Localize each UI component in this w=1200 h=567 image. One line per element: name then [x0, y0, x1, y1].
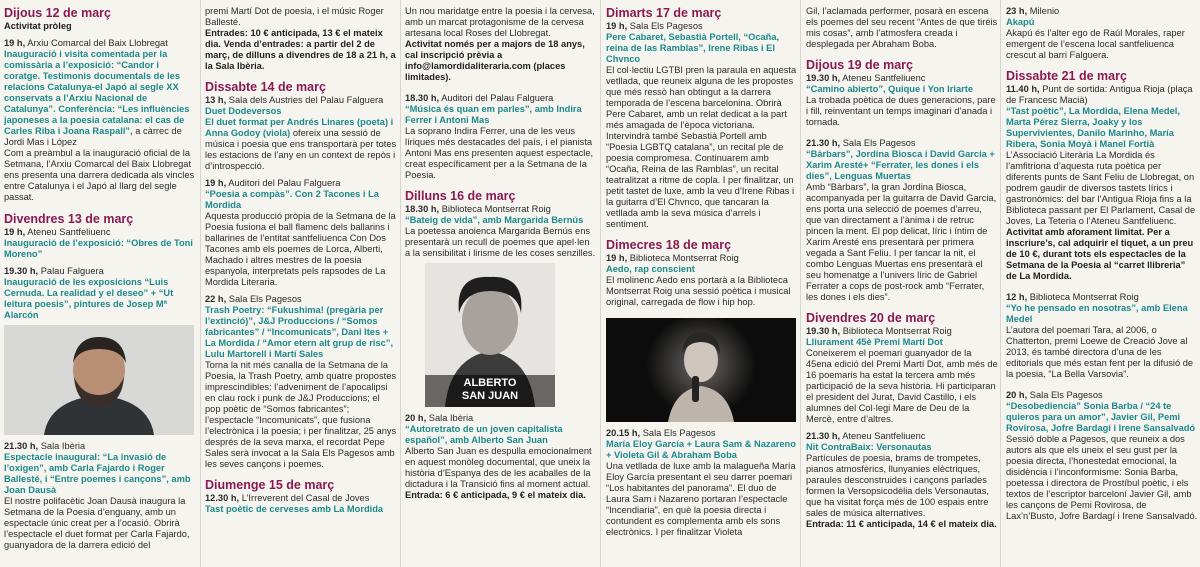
event-entry	[806, 73, 998, 128]
event-title: Inauguració de les exposicions “Luis Cernuda. La realidad y el deseo” + “Ut leitura poesis”, pintures de Josep Mª Alarcón	[4, 277, 174, 320]
event-venue: Biblioteca Montserrat Roig	[627, 253, 739, 263]
event-entry	[4, 441, 196, 551]
event-title: “Autoretrato de un joven capitalista español”, amb Alberto San Juan	[405, 424, 563, 445]
event-entry	[405, 413, 597, 501]
event-time: 11.40 h,	[1006, 84, 1040, 94]
event-entry	[205, 493, 397, 515]
event-time: 19.30 h,	[806, 326, 841, 336]
event-entry	[806, 326, 998, 425]
event-title: Duet Dodeversos	[205, 106, 282, 116]
event-venue: Ateneu Santfeliuenc	[25, 227, 111, 237]
column-divider	[200, 0, 201, 567]
event-description: La poetessa anoienca Margarida Bernús ens presentarà un recull de poemes que apel·len a la sensibilitat i lirisme de les coses senzilles.	[405, 226, 596, 258]
event-entry	[405, 93, 597, 181]
event-venue: Sala Ibèria	[426, 413, 474, 423]
event-entry	[205, 178, 397, 288]
column-divider	[800, 0, 801, 567]
continued-text: premi Martí Dot de poesia, i el músic Roger Ballesté.	[205, 6, 384, 27]
ticket-info: Entrades: 10 € anticipada, 13 € el mateix dia. Venda d’entrades: a partir del 2 de març, de dilluns a divendres de 18 a 21 h, a la Sala Ibèria.	[205, 28, 396, 71]
singer-with-microphone-photo	[606, 318, 796, 422]
column-6	[1006, 6, 1198, 566]
registration-info: Activitat amb aforament limitat. Per a inscriure’s, cal adquirir el tiquet, a un preu de 10 €, durant tots els espectacles de la Setmana de la Poesia al “carret llibreria” de La Mordida.	[1006, 227, 1194, 281]
event-entry	[1006, 390, 1198, 522]
day-header: Dissabte 14 de març	[205, 80, 326, 94]
event-time: 20 h,	[1006, 390, 1028, 400]
event-venue: Sala Els Pagesos	[1027, 390, 1103, 400]
event-title: Espectacle inaugural: “La invasió de l’oxigen”, amb Carla Fajardo i Roger Ballesté, i “Entre poemes i cançons”, amb Joan Dausà	[4, 452, 191, 495]
column-divider	[1000, 0, 1001, 567]
event-title: Pere Cabaret, Sebastià Portell, “Ocaña, reina de las Ramblas”, Irene Ribas i El Chvnco	[606, 32, 780, 64]
event-description: Alberto San Juan es despulla emocionalment en aquest monòleg documental, que uneix la història d’Espanya des de les acaballes de la dictadura i la Transició fins al moment actual.	[405, 446, 592, 489]
ticket-price: Entrada: 11 € anticipada, 14 € el mateix dia.	[806, 519, 997, 529]
day-header: Dijous 12 de març	[4, 6, 111, 20]
event-title: Nit ContraBaix: Versonautas	[806, 442, 932, 452]
event-venue: Biblioteca Montserrat Roig	[1027, 292, 1139, 302]
event-description: Torna la nit més canalla de la Setmana de la Poesia, la Trash Poetry, amb quatre propostes imprescindibles: l’adveniment de l’apocalipsi en clau rock i punk de J&J Produccions; el pop poètic de “Somos fabricantes”; l’espectacle “Incomunicats”, que fusiona l’electrònica i la poesia; i per finalitzar, 25 anys després de la seva marxa, el recordat Pepe Sales serà invocat a la Sala Els Pagesos amb les seves cançons i poemes.	[205, 360, 397, 469]
event-time: 21.30 h,	[806, 431, 841, 441]
event-title: Trash Poetry: “Fukushima! (pregària per l’extinció)”, J&J Produccions / “Somos fabricantes” / “Incomunicats”, Dani Ites + La Mordida / “Amor etern alt grup de risc”, Lulu Martorell i Martí Sales	[205, 305, 394, 359]
event-entry	[205, 294, 397, 470]
event-time: 13 h,	[205, 95, 227, 105]
event-title: “Desobediencia” Sonia Barba / “24 te quieros para un amor”, Javier Gil, Pemi Rovirosa, Jofre Bardagí i Irene Sansalvadó	[1006, 401, 1196, 433]
event-description: La soprano Indira Ferrer, una de les veus líriques més destacades del país, i el pianista Antoni Mas ens presenten aquest espectacle, creat específicament per a la Setmana de la Poesia.	[405, 126, 594, 180]
event-title: “Poesia a compàs”. Con 2 Tacones i La Mordida	[205, 189, 379, 210]
event-time: 21.30 h,	[806, 138, 841, 148]
day-header: Diumenge 15 de març	[205, 478, 335, 492]
event-description: Coneixerem el poemari guanyador de la 45ena edició del Premi Martí Dot, amb més de 16 poemaris ha estat la tercera amb més participació de la seva història. Hi participaran el president del Jurat, David Castillo, i els alumnes del Col·legi Mare de Deu de la Mercè, entre d’altres.	[806, 348, 998, 424]
event-time: 12.30 h,	[205, 493, 240, 503]
event-entry	[1006, 6, 1198, 61]
event-time: 19.30 h,	[4, 266, 39, 276]
event-entry	[606, 253, 798, 308]
book-cover-photo	[425, 263, 555, 407]
event-description: L’Associació Literària La Mordida és l’amfitriona d’aquesta ruta poètica per diferents punts de Sant Feliu de Llobregat, on podrem gaudir de diversos tastets lírics i gastronòmics: del bar l’Antigua Rioja fins a la Biblioteca passant per El Parlament, Casal de Joves, La Teteria o l’Ateneu Santfeliuenc.	[1006, 150, 1196, 226]
day-header: Dissabte 21 de març	[1006, 69, 1127, 83]
event-venue: Sala Els Pagesos	[640, 428, 716, 438]
event-venue: L’Irreverent del Casal de Joves	[239, 493, 370, 503]
event-time: 19 h,	[606, 21, 628, 31]
event-title: “Yo he pensado en nosotras”, amb Elena Medel	[1006, 303, 1188, 324]
event-time: 12 h,	[1006, 292, 1028, 302]
event-title: Inauguració i visita comentada per la comissària a l’exposició: “Candor i coratge. Testimonis documentals de les relacions Catalunya-el Japó al segle XX conservats a l’Arxiu Nacional de Catalunya”. Conferència: “Les influències japoneses a la poesia catalana: el cas de Carles Riba i Joana Raspall”,	[4, 49, 190, 136]
day-header: Dijous 19 de març	[806, 58, 913, 72]
day-header: Divendres 13 de març	[4, 212, 134, 226]
day-header: Divendres 20 de març	[806, 311, 936, 325]
bearded-man-portrait-photo	[4, 325, 196, 435]
event-venue: Auditori del Palau Falguera	[226, 178, 341, 188]
event-entry	[405, 204, 597, 259]
subheading: Activitat pròleg	[4, 21, 72, 31]
event-venue: Sala dels Austries del Palau Falguera	[226, 95, 384, 105]
event-title: Lliurament 45è Premi Martí Dot	[806, 337, 943, 347]
event-description: Amb “Bàrbars”, la gran Jordina Biosca, acompanyada per la guitarra de David Garcia, ens porta una selecció de poemes d’arreu, que van directament a l’ànima i de retruc pincen la ment. El pop delicat, líric i íntim de Xarim Aresté ens presentarà per primera vegada a Sant Feliu. I per tancar la nit, el combo Lenguas Muertas ens presentarà el seu homenatge a l’univers líric de Gabriel Ferrater a cops de post-rock amb “Ferrater, les dones i els dies”.	[806, 182, 997, 302]
event-time: 20 h,	[405, 413, 427, 423]
event-entry	[1006, 292, 1198, 380]
event-title: Akapú	[1006, 17, 1035, 27]
event-time: 19 h,	[606, 253, 628, 263]
event-time: 20.15 h,	[606, 428, 641, 438]
event-time: 21.30 h,	[4, 441, 39, 451]
column-divider	[600, 0, 601, 567]
day-header: Dimecres 18 de març	[606, 238, 732, 252]
book-author-first-name: ALBERTO	[463, 377, 517, 389]
book-author-last-name: SAN JUAN	[461, 390, 519, 402]
event-venue: Sala Els Pagesos	[627, 21, 703, 31]
event-entry	[606, 428, 798, 538]
event-description: Partícules de poesia, brams de trompetes, pianos atmosfèrics, llunyanies elèctriques, paraules desconstruides i cançons parlades formen la Versopsicodèlia dels Versonautas, que ha visitat força més de 100 espais entre sales de música alternatives.	[806, 453, 989, 518]
event-time: 19 h,	[205, 178, 227, 188]
event-time: 23 h,	[1006, 6, 1028, 16]
event-time: 19 h,	[4, 227, 26, 237]
event-venue: Sala Els Pagesos	[226, 294, 302, 304]
event-time: 18.30 h,	[405, 204, 440, 214]
event-title: El duet format per Andrés Linares (poeta) i Anna Godoy (viola)	[205, 117, 394, 138]
event-title: “Bàrbars”, Jordina Biosca i David Garcia + Xarim Aresté+ “Ferrater, les dones i els dies”, Lenguas Muertas	[806, 149, 995, 181]
event-title: Inauguració de l’exposició: “Obres de Toni Moreno”	[4, 238, 193, 259]
event-venue: Ateneu Santfeliuenc	[840, 73, 926, 83]
day-header: Dilluns 16 de març	[405, 189, 516, 203]
event-description: El molinenc Aedo ens portarà a la Biblioteca Montserrat Roig una sessió poètica i musical original, carregada de flow i hip hop.	[606, 275, 791, 307]
event-description: L’autora del poemari Tara, al 2006, o Chatterton, premi Loewe de Creació Jove al 2013, és també directora d’una de les editorials que més estan fent per la difusió de la poesia, “La Bella Varsovia”.	[1006, 325, 1194, 379]
event-description: La trobada poètica de dues generacions, pare i fill, reinventant un temps imaginari d’anada i tornada.	[806, 95, 996, 127]
event-venue: Arxiu Comarcal del Baix Llobregat	[25, 38, 168, 48]
event-title: María Eloy García + Laura Sam & Nazareno + Violeta Gil & Abraham Boba	[606, 439, 796, 460]
column-5	[806, 6, 998, 566]
event-entry	[4, 38, 196, 203]
event-description: ofereix una sessió de música i poesia que ens transportarà per totes les estacions de l’any en un context de repòs i d’introspecció.	[205, 128, 397, 171]
event-description: El nostre polifacètic Joan Dausà inaugura la Setmana de la Poesia d’enguany, amb un espectacle únic creat per a l’ocasió. Obrirà l’espectacle el duet format per Carla Fajardo, guanyadora de la darrera edició del	[4, 496, 190, 550]
event-entry	[4, 266, 196, 321]
event-venue: Sala Ibèria	[38, 441, 86, 451]
event-venue: Milenio	[1027, 6, 1060, 16]
event-title: Tast poètic de cerveses amb La Mordida	[205, 504, 384, 514]
event-venue: Punt de sortida: Antigua Rioja (plaça de Francesc Macià)	[1006, 84, 1193, 105]
event-description: Una vetllada de luxe amb la malagueña María Eloy García presentant el seu darrer poemari “Los habitantes del panorama”. El duo de Laura Sam i Nazareno portaran l’espectacle “Incendiaria”, en què la poesia directa i contundent es complementa amb els sons electrònics. I per finalitzar Violeta	[606, 461, 796, 537]
event-entry	[1006, 84, 1198, 282]
event-venue: Biblioteca Montserrat Roig	[439, 204, 551, 214]
event-entry	[806, 138, 998, 303]
column-4	[606, 6, 798, 566]
event-title: “Tast poètic”, La Mordida, Elena Medel, Marta Pérez Sierra, Joaky y los Supervivientes, Danilo Marinho, María Ribera, Sonia Moyà i Manel Fortià	[1006, 106, 1180, 149]
continued-text: Un nou maridatge entre la poesia i la cervesa, amb un marcat protagonisme de la cervesa artesana local Roses del Llobregat.	[405, 6, 595, 38]
event-description: Com a preàmbul a la inauguració oficial de la Setmana, l’Arxiu Comarcal del Baix Llobregat ens presenta una darrera dedicada als vincles entre Catalunya i el Japó al llarg del segle passat.	[4, 148, 195, 202]
column-2	[205, 6, 397, 566]
continued-text: Gil, l’aclamada performer, posarà en escena els poemes del seu recent “Antes de que tiréis mis cosas”, amb l’atmosfera creada i desplegada per Abraham Boba.	[806, 6, 998, 49]
event-venue: Ateneu Santfeliuenc	[840, 431, 926, 441]
registration-info: Activitat només per a majors de 18 anys, cal inscripció prèvia a info@lamordidaliteraria.com (places limitades).	[405, 39, 585, 82]
event-entry	[606, 21, 798, 230]
day-header: Dimarts 17 de març	[606, 6, 722, 20]
ticket-price: Entrada: 6 € anticipada, 9 € el mateix dia.	[405, 490, 586, 500]
event-description: El col·lectiu LGTBI pren la paraula en aquesta vetllada, que reuneix alguna de les propostes que més ressò han obtingut a la darrera temporada de l’escena barcelonina. Obrirà Pere Cabaret, amb un relat dedicat a la part més amagada de l’època victoriana. Intervindrà també Sebastià Portell amb “Poesia LGBTQ catalana”, un recital ple de poesia compromesa. Continuarem amb “Ocaña, Reina de las Ramblas”, un recital teatralitzat a ritme de copla. I per finalitzar, un petit tastet de luxe, amb la veu d’Irene Ribas i la guitarra d’El Chvnco, que tancaran la vetllada amb la seva música d’arrels i sentiment.	[606, 65, 797, 229]
event-title: “Música és quan em parles”, amb Indira Ferrer i Antoni Mas	[405, 104, 582, 125]
event-venue: Sala Els Pagesos	[840, 138, 916, 148]
event-title: “Camino abierto”, Quique i Yon Iriarte	[806, 84, 974, 94]
event-title: Aedo, rap conscient	[606, 264, 695, 274]
event-venue: Biblioteca Montserrat Roig	[840, 326, 952, 336]
event-time: 19.30 h,	[806, 73, 841, 83]
event-credit: a càrrec de Jordi Mas i López	[4, 126, 182, 147]
event-description: Akapú és l’alter ego de Raúl Morales, raper emergent de l’escena local santfeliuenca crescut al barri Falguera.	[1006, 28, 1185, 60]
event-title: “Bateig de vida”, amb Margarida Bernús	[405, 215, 584, 225]
column-divider	[400, 0, 401, 567]
event-venue: Palau Falguera	[38, 266, 104, 276]
event-time: 19 h,	[4, 38, 26, 48]
event-time: 18.30 h,	[405, 93, 440, 103]
column-3	[405, 6, 597, 566]
event-time: 22 h,	[205, 294, 227, 304]
event-entry	[205, 95, 397, 172]
event-description: Aquesta producció pròpia de la Setmana de la Poesia fusiona el ball flamenc dels ballarins i ballarines de l’entitat santfeliuenca Con Dos Tacones amb els poemes de Lorca, Alberti, Machado i altres mestres de la poesia espanyola, interpretats pels rapsodes de La Mordida Literaria.	[205, 211, 396, 287]
column-1	[4, 6, 196, 566]
event-description: Sessió doble a Pagesos, que reuneix a dos autors als que els uneix el seu gust per la poesia directa, l’honestedat emocional, la disidència i l’inconformisme: Sonia Barba, poetessa i directora de Prostíbul poètic, i els textos de l’escriptor barceloní Javier Gil, amb les cançons de Pemi Rovirosa, de Lax’n’Busto, Jofre Bardagí i Irene Sansalvadó.	[1006, 434, 1198, 521]
event-entry	[4, 227, 196, 260]
event-entry	[806, 431, 998, 530]
event-venue: Auditori del Palau Falguera	[439, 93, 554, 103]
